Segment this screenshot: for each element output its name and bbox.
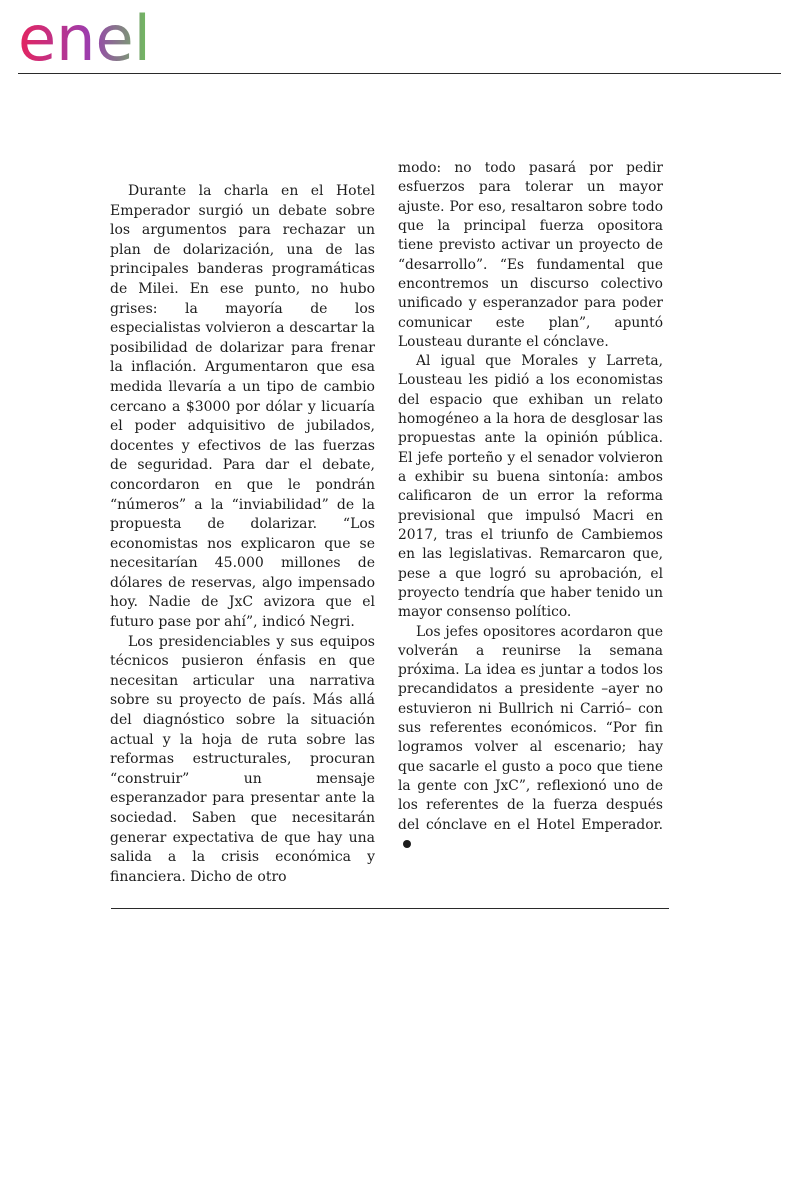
article-column-right <box>398 159 663 854</box>
end-mark-icon <box>403 840 411 848</box>
footer-rule <box>111 908 669 909</box>
paragraph: Al igual que Morales y Larreta, Lousteau les pidió a los economistas del espacio que exhiban un relato homogéneo a la hora de desglosar las propuestas ante la opinión pública. El jefe porteño y el senador volvieron a exhibir su buena sintonía: ambos calificaron de un error la reforma previsional que impulsó Macri en 2017, tras el triunfo de Cambiemos en las legislativas. Remarcaron que, pese a que logró su aprobación, el proyecto tendría que haber tenido un mayor consenso político. <box>398 353 663 621</box>
paragraph-final <box>398 623 663 855</box>
logo-wordmark: enel <box>18 4 151 68</box>
article-column-left <box>110 182 375 887</box>
paragraph: Los presidenciables y sus equipos técnicos pusieron énfasis en que necesitan articular una narrativa sobre su proyecto de país. Más allá del diagnóstico sobre la situación actual y la hoja de ruta sobre las reformas estructurales, procuran “construir” un mensaje esperanzador para presentar ante la sociedad. Saben que necesitarán generar expectativa de que hay una salida a la crisis económica y financiera. Dicho de otro <box>110 633 375 885</box>
paragraph-final-text: Los jefes opositores acordaron que volverán a reunirse la semana próxima. La idea es juntar a todos los precandidatos a presidente –ayer no estuvieron ni Bullrich ni Carrió– con sus referentes económicos. “Por fin logramos volver al escenario; hay que sacarle el gusto a poco que tiene la gente con JxC”, reflexionó uno de los referentes de la fuerza después del cónclave en el Hotel Emperador. <box>398 623 663 833</box>
enel-logo <box>18 4 188 68</box>
paragraph: Durante la charla en el Hotel Emperador surgió un debate sobre los argumentos para rechazar un plan de dolarización, una de las principales banderas programáticas de Milei. En ese punto, no hubo grises: la mayoría de los especialistas volvieron a descartar la posibilidad de dolarizar para frenar la inflación. Argumentaron que esa medida llevaría a un tipo de cambio cercano a $3000 por dólar y licuaría el poder adquisitivo de jubilados, docentes y efectivos de las fuerzas de seguridad. Para dar el debate, concordaron en que le pondrán “números” a la “inviabilidad” de la propuesta de dolarizar. “Los economistas nos explicaron que se necesitarían 45.000 millones de dólares de reservas, algo impensado hoy. Nadie de JxC avizora que el futuro pase por ahí”, indicó Negri. <box>110 183 375 631</box>
paragraph: modo: no todo pasará por pedir esfuerzos para tolerar un mayor ajuste. Por eso, resaltaron sobre todo que la principal fuerza opositora tiene previsto activar un proyecto de “desarrollo”. “Es fundamental que encontremos un discurso colectivo unificado y esperanzador para poder comunicar este plan”, apuntó Lousteau durante el cónclave. <box>398 160 663 350</box>
header-rule <box>18 73 781 74</box>
